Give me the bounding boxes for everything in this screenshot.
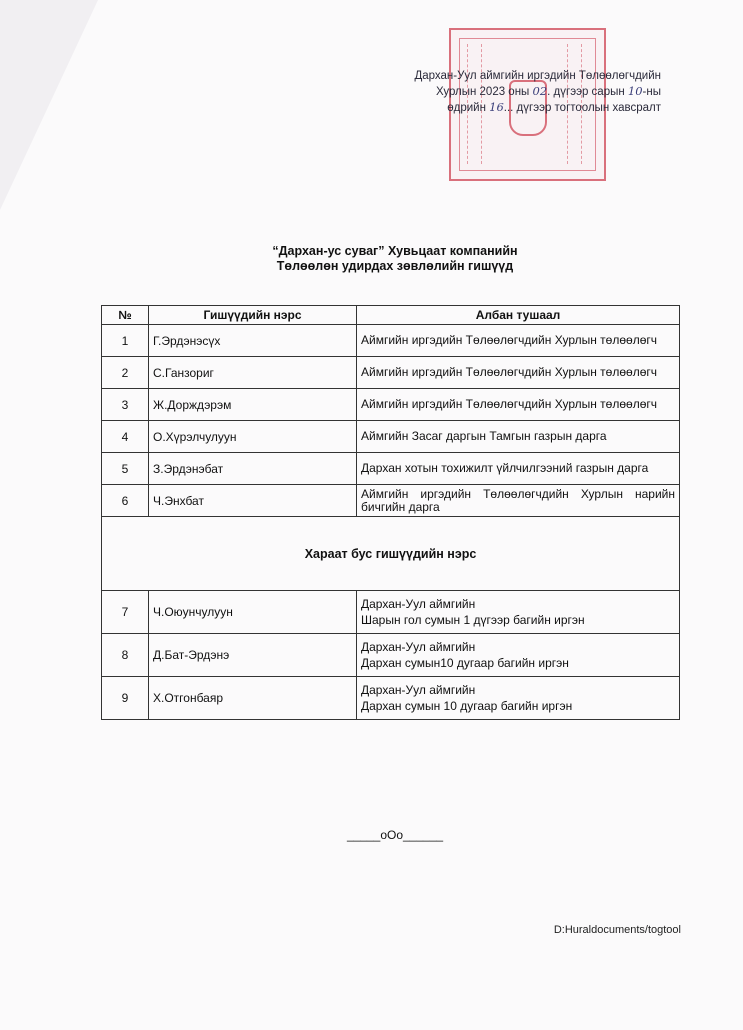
column-header-name: Гишүүдийн нэрс [149,306,357,325]
row-number: 3 [102,389,149,421]
member-name: О.Хүрэлчулуун [149,421,357,453]
member-position: Аймгийн иргэдийн Төлөөлөгчдийн Хурлын нарийн бичгийн дарга [357,485,680,517]
members-table [101,305,680,720]
row-number: 6 [102,485,149,517]
document-title [0,244,743,274]
end-of-document-mark: _____oOo______ [346,828,444,842]
row-number: 5 [102,453,149,485]
position-line-2: Дархан сумын 10 дугаар багийн иргэн [361,699,573,713]
table-row [102,453,680,485]
member-position: Аймгийн иргэдийн Төлөөлөгчдийн Хурлын төлөөлөгч [357,325,680,357]
member-name: Х.Отгонбаяр [149,677,357,720]
member-name: Д.Бат-Эрдэнэ [149,634,357,677]
row-number: 8 [102,634,149,677]
member-name: Ч.Оюунчулуун [149,591,357,634]
table-header-row [102,306,680,325]
section-title: Хараат бус гишүүдийн нэрс [102,517,680,591]
header-text: -ны [642,86,661,98]
member-name: Ч.Энхбат [149,485,357,517]
member-name: С.Ганзориг [149,357,357,389]
column-header-position: Албан тушаал [357,306,680,325]
header-text: өдрийн [447,102,490,114]
member-name: Ж.Дорждэрэм [149,389,357,421]
table-row [102,634,680,677]
handwritten-number: 10 [627,84,643,98]
row-number: 1 [102,325,149,357]
table-row [102,357,680,389]
header-text: ... дүгээр тогтоолын хавсралт [503,102,661,114]
header-text: Хурлын 2023 оны [435,86,533,98]
title-line-1: “Дархан-ус суваг” Хувьцаат компанийн [272,244,518,258]
table-row [102,325,680,357]
file-path-label: D:Huraldocuments/togtool [553,924,681,936]
member-name: Г.Эрдэнэсүх [149,325,357,357]
header-line-1: Дархан-Уул аймгийн иргэдийн Төлөөлөгчдийн [414,70,661,82]
member-position [357,677,680,720]
table-row [102,677,680,720]
position-line-1: Дархан-Уул аймгийн [361,640,476,654]
position-line-1: Дархан-Уул аймгийн [361,683,476,697]
handwritten-number: 02 [532,84,548,98]
member-position: Дархан хотын тохижилт үйлчилгээний газрын дарга [357,453,680,485]
member-position: Аймгийн Засаг даргын Тамгын газрын дарга [357,421,680,453]
row-number: 2 [102,357,149,389]
position-line-1: Дархан-Уул аймгийн [361,597,476,611]
member-position: Аймгийн иргэдийн Төлөөлөгчдийн Хурлын төлөөлөгч [357,389,680,421]
row-number: 9 [102,677,149,720]
position-line-2: Дархан сумын10 дугаар багийн иргэн [361,656,569,670]
header-line-3 [331,100,661,116]
table-row [102,485,680,517]
member-position [357,634,680,677]
member-position [357,591,680,634]
row-number: 4 [102,421,149,453]
member-position: Аймгийн иргэдийн Төлөөлөгчдийн Хурлын төлөөлөгч [357,357,680,389]
handwritten-number: 16 [489,100,504,114]
title-line-2: Төлөөлөн удирдах зөвлөлийн гишүүд [276,259,514,273]
appendix-header [331,69,661,116]
member-name: З.Эрдэнэбат [149,453,357,485]
table-row [102,421,680,453]
header-text: . дүгээр сарын [547,86,628,98]
table-row [102,389,680,421]
table-row [102,591,680,634]
row-number: 7 [102,591,149,634]
header-line-2 [331,84,661,100]
column-header-number: № [102,306,149,325]
section-row [102,517,680,591]
position-line-2: Шарын гол сумын 1 дүгээр багийн иргэн [361,613,585,627]
